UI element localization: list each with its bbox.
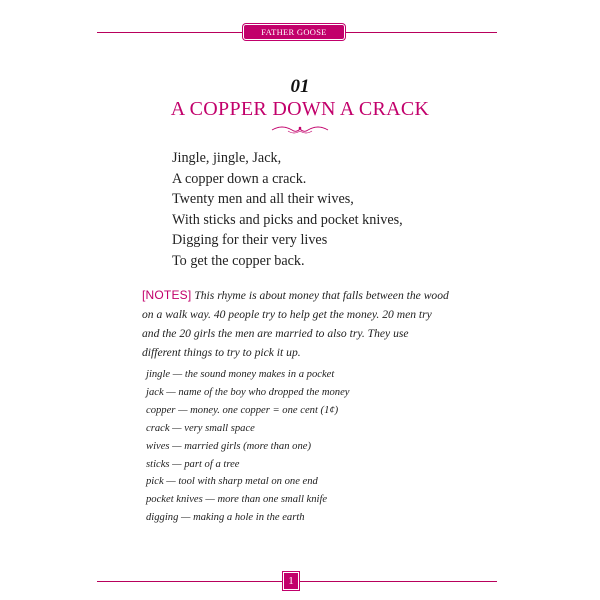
glossary-list — [146, 366, 446, 527]
poem-line: Jingle, jingle, Jack, — [172, 150, 282, 166]
page-number: 1 — [284, 573, 298, 589]
poem-line: A copper down a crack. — [172, 170, 307, 187]
notes-text: This rhyme is about money that falls between the wood on a walk way. 40 people try to help get the money. 20 men try and the 20 girls the men are married to also try. They use different things to try to pick it up. — [142, 289, 449, 359]
glossary-item: digging — making a hole in the earth — [146, 512, 305, 524]
glossary-item: pick — tool with sharp metal on one end — [146, 476, 318, 488]
flourish-ornament — [270, 122, 330, 136]
poem-line: Twenty men and all their wives, — [172, 191, 354, 207]
book-title-tab: FATHER GOOSE — [244, 25, 344, 39]
glossary-item: jack — name of the boy who dropped the money — [146, 386, 350, 398]
poem-line: With sticks and picks and pocket knives, — [172, 211, 403, 228]
glossary-item: wives — married girls (more than one) — [146, 440, 311, 452]
chapter-title: A COPPER DOWN A CRACK — [170, 98, 430, 120]
poem-line: To get the copper back. — [172, 252, 305, 269]
chapter-number: 01 — [290, 76, 310, 97]
glossary-item: pocket knives — more than one small knife — [146, 494, 328, 506]
glossary-item: copper — money. one copper = one cent (1¢) — [146, 404, 339, 416]
poem-line: Digging for their very lives — [172, 232, 328, 248]
glossary-item: jingle — the sound money makes in a pocket — [146, 369, 335, 380]
poem — [172, 148, 472, 271]
glossary-item: sticks — part of a tree — [146, 458, 240, 470]
notes-paragraph — [142, 286, 450, 362]
notes-label: [NOTES] — [142, 288, 192, 302]
glossary-item: crack — very small space — [146, 422, 255, 434]
